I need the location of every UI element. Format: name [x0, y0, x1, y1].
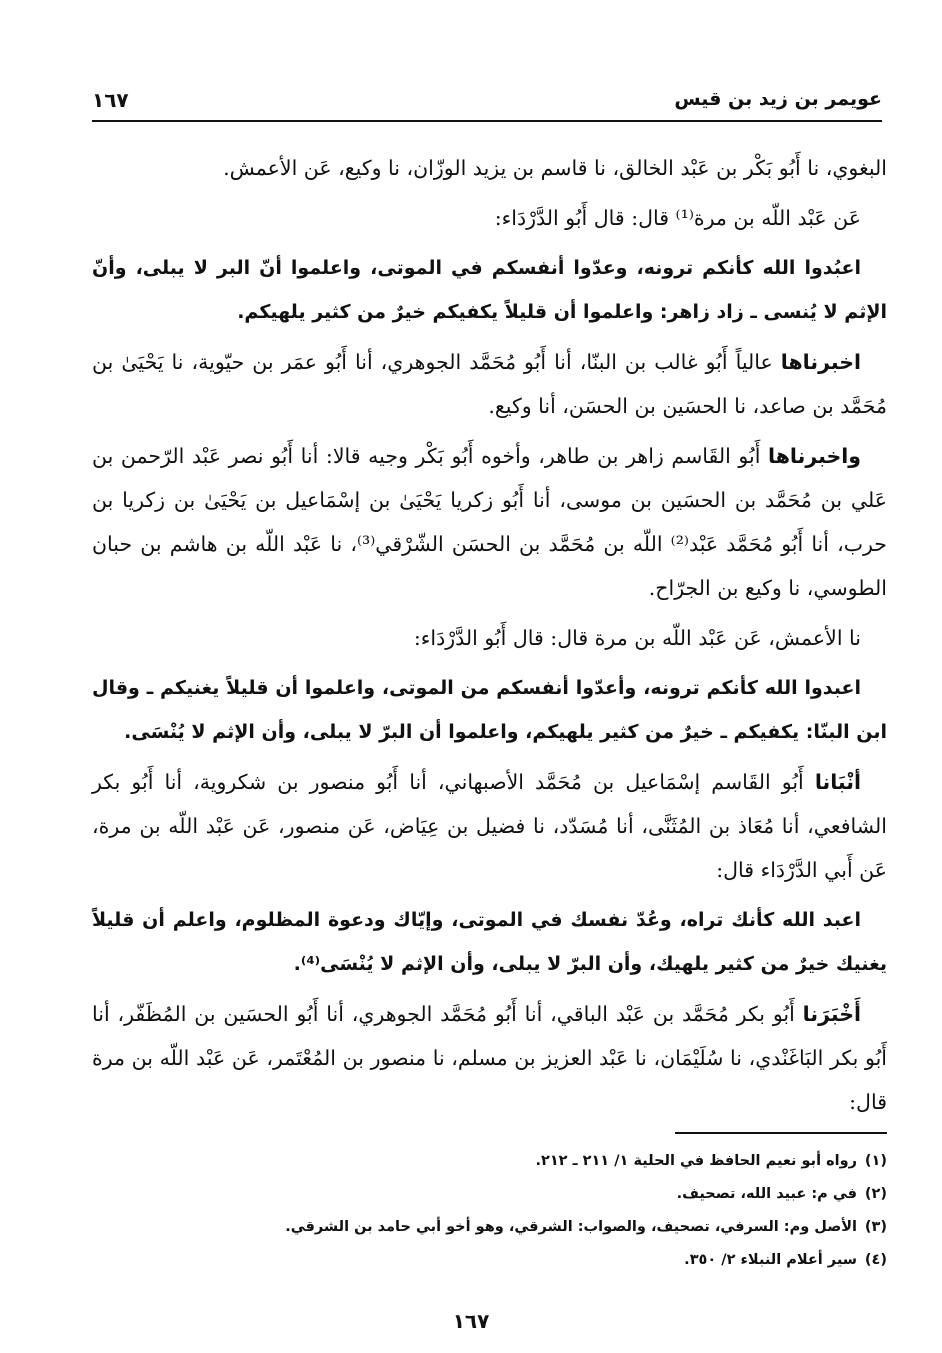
footnote [92, 1211, 887, 1244]
paragraph-lead: واخبرناها [768, 444, 861, 468]
footnote [92, 1178, 887, 1211]
header-title: عويمر بن زيد بن قيس [674, 88, 882, 110]
paragraph [92, 992, 887, 1124]
paragraph [92, 146, 887, 190]
paragraph-text: اعبدوا الله كأنكم ترونه، وأعدّوا أنفسكم من الموتى، واعلموا أن قليلاً يغنيكم ـ وقال ابن البنّا: يكفيكم ـ خيرٌ من كثير يلهيكم، واعلموا أن البرّ لا يبلى، وأن الإثم لا يُنْسَى. [92, 677, 887, 743]
paragraph-text: أَبُو القَاسم زاهر بن طاهر، وأخوه أَبُو بَكْر وجيه قالا: أنا أَبُو نصر عَبْد الرّحمن بن عَلي بن مُحَمَّد بن الحسَين بن موسى، أنا أَبُو زكريا يَحْيَىٰ بن إسْمَاعيل بن يَحْيَىٰ بن زكريا بن حرب، أنا أَبُو مُحَمَّد عَبْد⁽²⁾ اللّه بن مُحَمَّد بن الحسَن الشّرْقي⁽³⁾، نا عَبْد اللّه بن هاشم بن حبان الطوسي، نا وكيع بن الجرّاح. [92, 444, 887, 600]
paragraph-text: اعبُدوا الله كأنكم ترونه، وعدّوا أنفسكم في الموتى، واعلموا أنّ البر لا يبلى، وأنّ الإثم لا يُنسى ـ زاد زاهر: واعلموا أن قليلاً يكفيكم خيرٌ من كثير يلهيكم. [92, 257, 887, 323]
footnotes [92, 1145, 887, 1277]
paragraph-text: البغوي، نا أَبُو بَكْر بن عَبْد الخالق، نا قاسم بن يزيد الوزّان، نا وكيع، عَن الأعمش. [223, 156, 887, 180]
main-text [92, 146, 887, 1130]
paragraph-text: نا الأعمش، عَن عَبْد اللّه بن مرة قال: قال أَبُو الدَّرْدَاء: [413, 626, 861, 650]
footnote-number: (٣) [864, 1219, 887, 1235]
paragraph-text: عَن عَبْد اللّه بن مرة⁽¹⁾ قال: قال أَبُو الدَّرْدَاء: [494, 206, 861, 230]
paragraph-text: عالياً أَبُو غالب بن البنّا، أنا أَبُو مُحَمَّد الجوهري، أنا أَبُو عمَر بن حيّوية، نا يَحْيَىٰ بن مُحَمَّد بن صاعد، نا الحسَين بن الحسَن، أنا وكيع. [92, 350, 887, 418]
footnote-number: (٤) [864, 1252, 887, 1268]
paragraph-lead: أنْبَانا [814, 770, 861, 794]
quote-paragraph [92, 898, 887, 986]
paragraph [92, 340, 887, 428]
header-page-number: ١٦٧ [92, 88, 129, 112]
footnote-text: في م: عبيد الله، تصحيف. [676, 1186, 857, 1202]
running-header [92, 86, 882, 122]
paragraph [92, 760, 887, 892]
footnote-text: الأصل وم: السرفي، تصحيف، والصواب: الشرقي، وهو أخو أبي حامد بن الشرقي. [285, 1219, 857, 1235]
footnote-number: (٢) [864, 1186, 887, 1202]
paragraph-lead: اخبرناها [780, 350, 861, 374]
quote-paragraph [92, 246, 887, 334]
footnote-text: سير أعلام النبلاء ٢/ ٣٥٠. [684, 1252, 857, 1268]
paragraph-text: أَبُو بكر مُحَمَّد بن عَبْد الباقي، أنا أَبُو مُحَمَّد الجوهري، أنا أَبُو الحسَين بن المُظَفّر، أنا أَبُو بكر البَاغَنْدي، نا سُلَيْمَان، نا عَبْد العزيز بن مسلم، نا منصور بن المُعْتَمر، عَن عَبْد اللّه بن مرة قال: [92, 1002, 887, 1114]
paragraph-text: أَبُو القَاسم إسْمَاعيل بن مُحَمَّد الأصبهاني، أنا أَبُو منصور بن شكروية، أنا أَبُو بكر الشافعي، أنا مُعَاذ بن المُثَنَّى، أنا مُسَدّد، نا فضيل بن عِيَاض، عَن منصور، عَن عَبْد اللّه بن مرة، عَن أَبي الدَّرْدَاء قال: [92, 770, 887, 882]
quote-paragraph [92, 666, 887, 754]
paragraph-lead: أَخْبَرَنا [802, 1002, 861, 1026]
footer-page-number: ١٦٧ [452, 1309, 490, 1333]
paragraph-text: اعبد الله كأنك تراه، وعُدّ نفسك في الموتى، وإيّاك ودعوة المظلوم، واعلم أن قليلاً يغنيك خيرٌ من كثير يلهيك، وأن البرّ لا يبلى، وأن الإثم لا يُنْسَى⁽⁴⁾. [92, 909, 887, 975]
footnote-number: (١) [864, 1153, 887, 1169]
paragraph [92, 434, 887, 610]
footnote [92, 1244, 887, 1277]
paragraph [92, 196, 887, 240]
paragraph [92, 616, 887, 660]
footnote-divider [675, 1132, 887, 1134]
footnote [92, 1145, 887, 1178]
footnote-text: رواه أبو نعيم الحافظ في الحلية ١/ ٢١١ ـ ٢١٢. [535, 1153, 857, 1169]
